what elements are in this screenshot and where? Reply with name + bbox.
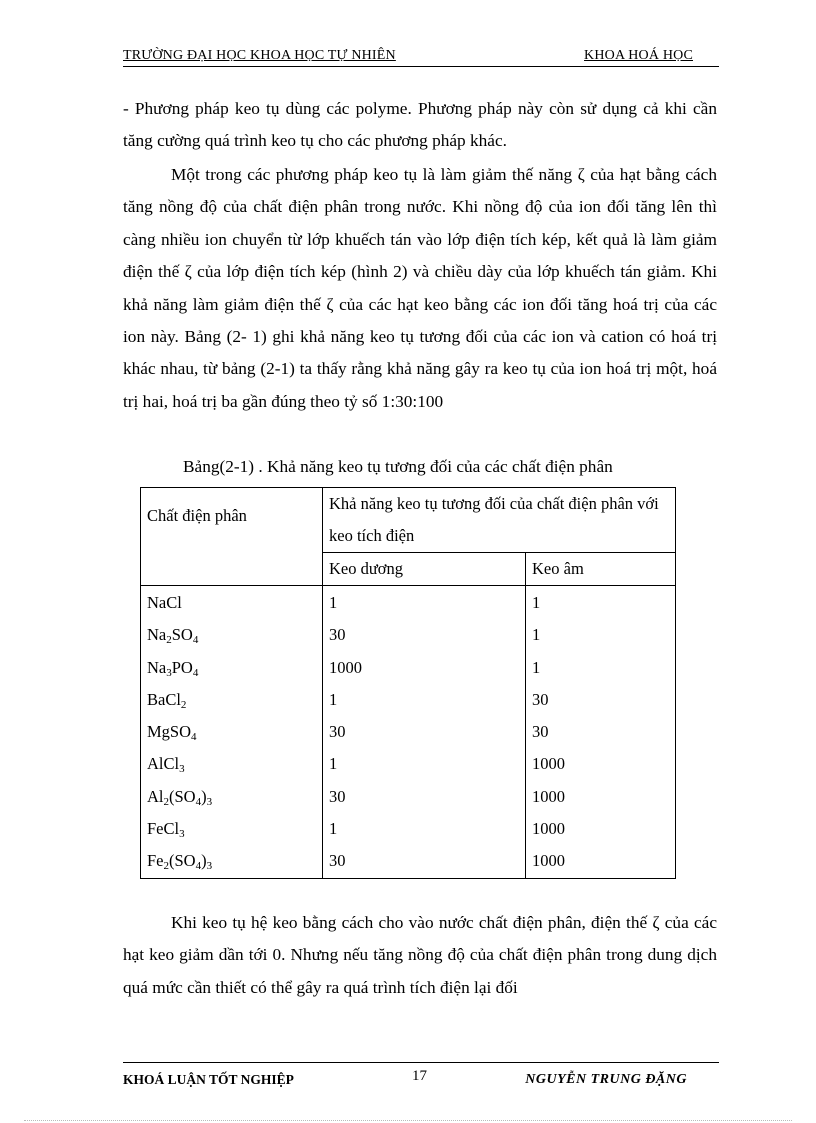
positive-value: 30 bbox=[329, 851, 346, 871]
positive-column bbox=[323, 586, 526, 879]
electrolyte-name: NaCl bbox=[147, 593, 182, 612]
electrolyte-name: $Al_2(SO_4)_3$ bbox=[147, 786, 213, 808]
paragraph-zeta-potential: Một trong các phương pháp keo tụ là làm giảm thế năng ζ của hạt bằng cách tăng nồng độ của chất điện phân trong nước. Khi nồng độ của ion đối tăng lên thì càng nhiều ion chuyển từ lớp khuếch tán vào lớp điện tích kép, kết quả là làm giảm điện thế ζ của lớp điện tích kép (hình 2) và chiều dày của lớp khuếch tán giảm. Khi khả năng làm giảm điện thế ζ của các hạt keo bằng các ion đối tăng hoá trị của các ion này. Bảng (2- 1) ghi khả năng keo tụ tương đối của các ion và cation có hoá trị khác nhau, từ bảng (2-1) ta thấy rằng khả năng gây ra keo tụ của ion hoá trị một, hoá trị hai, hoá trị ba gần đúng theo tỷ số 1:30:100 bbox=[123, 165, 717, 411]
negative-value: 30 bbox=[532, 689, 549, 709]
electrolyte-name: $Fe_2(SO_4)_3$ bbox=[147, 851, 213, 873]
positive-value: 30 bbox=[329, 786, 346, 806]
electrolyte-name: $Na_3PO_4$ bbox=[147, 657, 199, 679]
positive-value: 1 bbox=[329, 593, 338, 612]
positive-value: 30 bbox=[329, 625, 346, 645]
negative-value: 1000 bbox=[532, 786, 565, 806]
page-edge-divider bbox=[24, 1120, 792, 1121]
negative-value: 1000 bbox=[532, 851, 565, 871]
negative-value: 1 bbox=[532, 625, 541, 645]
col-header-electrolyte: Chất điện phân bbox=[141, 488, 323, 586]
page-number: 17 bbox=[412, 1068, 427, 1084]
negative-value: 1000 bbox=[532, 754, 565, 774]
negative-value: 1 bbox=[532, 593, 541, 612]
page-footer bbox=[123, 1062, 719, 1087]
electrolyte-name: AlCl$_3$ bbox=[147, 754, 185, 776]
footer-author: NGUYỄN TRUNG ĐẶNG bbox=[525, 1072, 687, 1087]
negative-value: 1000 bbox=[532, 819, 565, 839]
header-faculty: KHOA HOÁ HỌC bbox=[584, 48, 693, 63]
electrolyte-name: MgSO$_4$ bbox=[147, 722, 197, 744]
positive-value: 1 bbox=[329, 819, 338, 839]
header-university: TRƯỜNG ĐẠI HỌC KHOA HỌC TỰ NHIÊN bbox=[123, 48, 396, 63]
positive-value: 1000 bbox=[329, 657, 362, 677]
col-header-group: Khả năng keo tụ tương đối của chất điện phân với keo tích điện bbox=[323, 488, 676, 553]
page-header bbox=[123, 48, 719, 67]
col-header-negative: Keo âm bbox=[526, 553, 676, 586]
negative-value: 1 bbox=[532, 657, 541, 677]
electrolyte-column bbox=[141, 586, 323, 879]
col-header-positive: Keo dương bbox=[323, 553, 526, 586]
table-caption: Bảng(2-1) . Khả năng keo tụ tương đối của các chất điện phân bbox=[183, 457, 613, 476]
electrolyte-name: BaCl$_2$ bbox=[147, 689, 187, 711]
negative-value: 30 bbox=[532, 722, 549, 742]
negative-column bbox=[526, 586, 676, 879]
electrolyte-name: FeCl$_3$ bbox=[147, 819, 185, 841]
positive-value: 30 bbox=[329, 722, 346, 742]
positive-value: 1 bbox=[329, 689, 338, 709]
paragraph-polymer-method: - Phương pháp keo tụ dùng các polyme. Phương pháp này còn sử dụng cả khi cần tăng cường quá trình keo tụ cho các phương pháp khác. bbox=[123, 99, 717, 151]
footer-thesis-label: KHOÁ LUẬN TỐT NGHIỆP bbox=[123, 1072, 294, 1087]
positive-value: 1 bbox=[329, 754, 338, 774]
paragraph-recharge: Khi keo tụ hệ keo bằng cách cho vào nước chất điện phân, điện thế ζ của các hạt keo giảm dần tới 0. Nhưng nếu tăng nồng độ của chất điện phân trong dung dịch quá mức cần thiết có thể gây ra quá trình tích điện lại đối bbox=[123, 913, 717, 997]
coagulation-table bbox=[140, 487, 676, 879]
electrolyte-name: $Na_2SO_4$ bbox=[147, 625, 199, 647]
